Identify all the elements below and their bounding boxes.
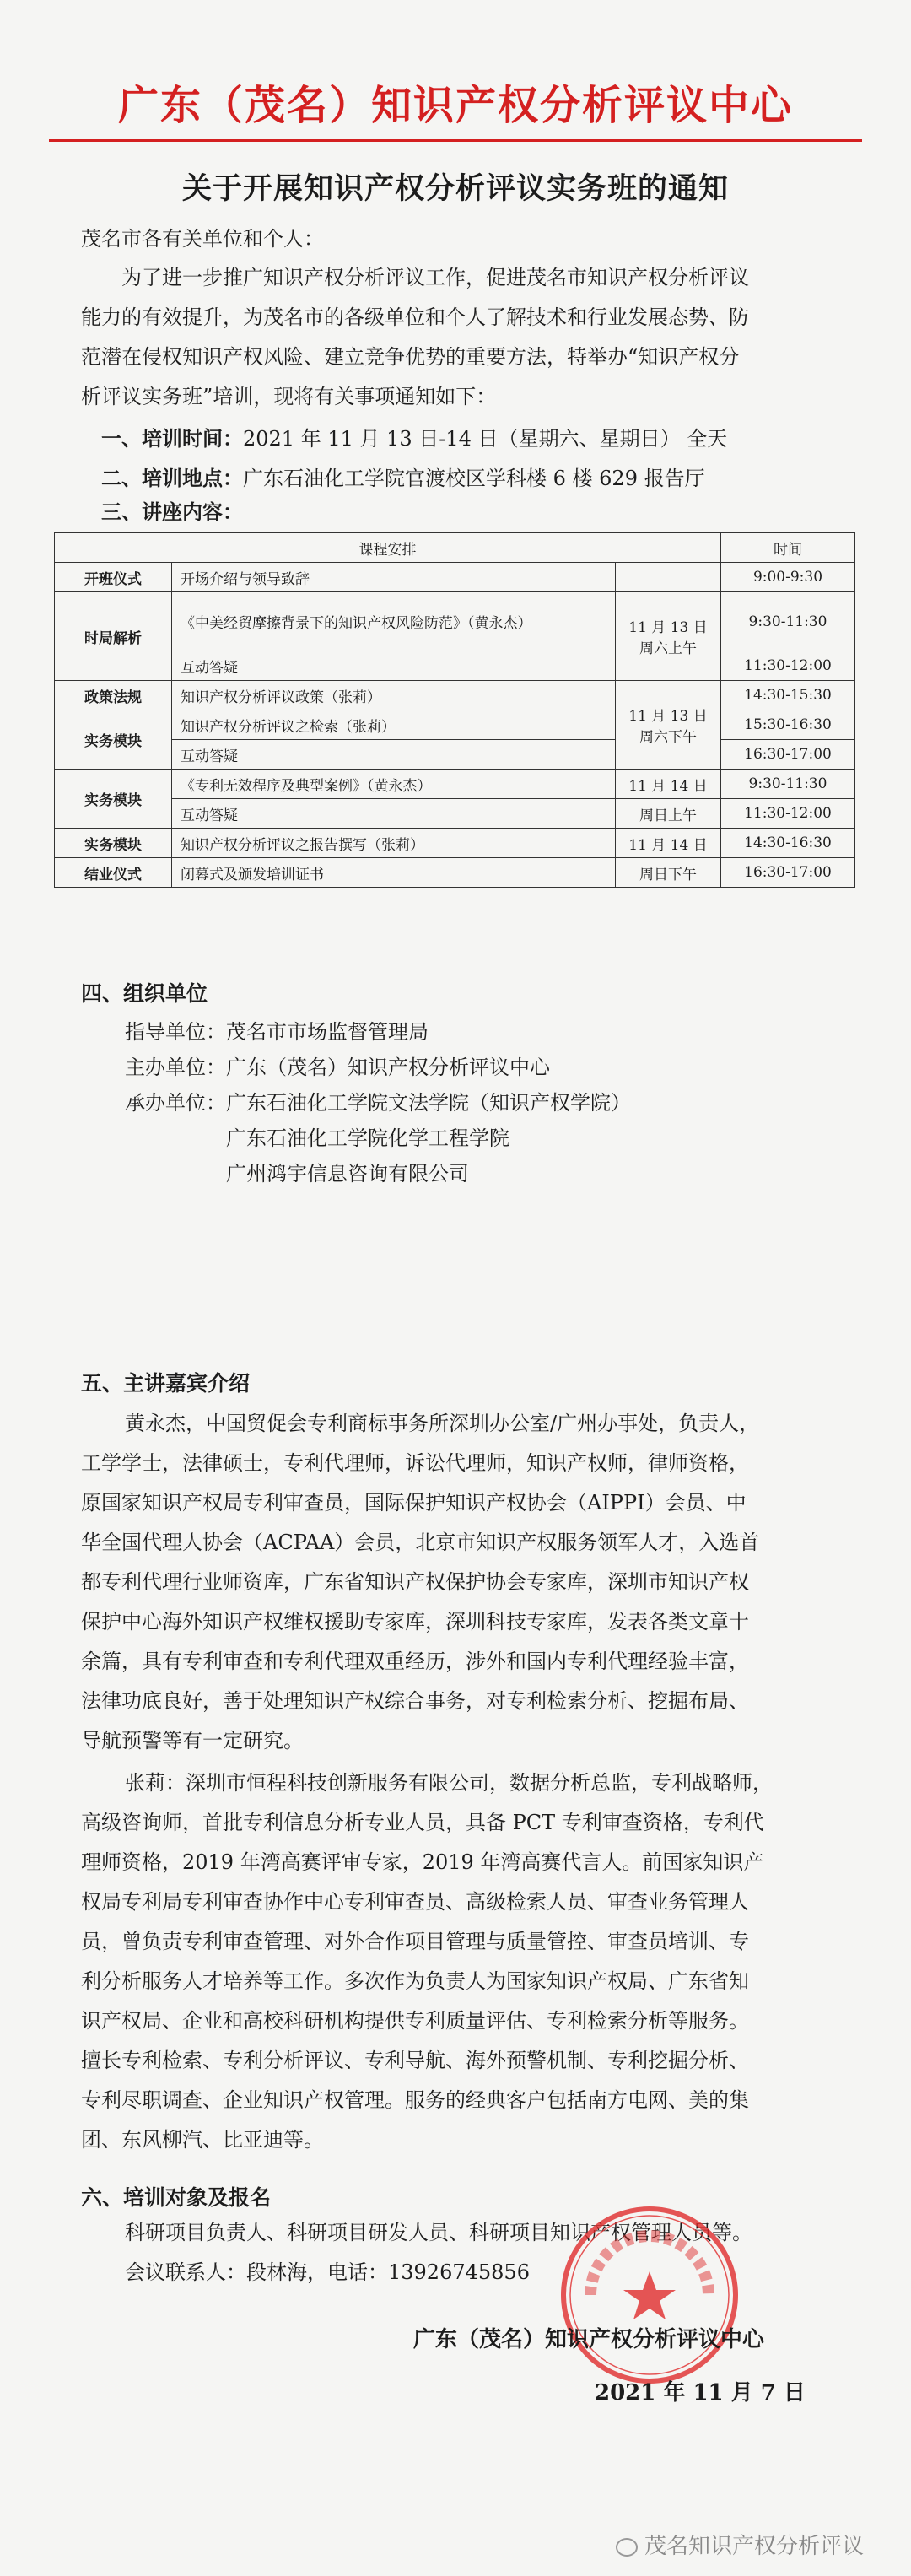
row-time: 14:30-15:30 [721,681,855,710]
row-day [616,563,721,592]
host-unit-value: 广东（茂名）知识产权分析评议中心 [226,1056,550,1079]
speaker1-line: 原国家知识产权局专利审查员，国际保护知识产权协会（AIPPI）会员、中 [81,1491,747,1515]
row-day: 周日上午 [616,799,721,829]
speaker2-line: 权局专利局专利审查协作中心专利审查员、高级检索人员、审查业务管理人 [81,1890,749,1914]
row-time: 16:30-17:00 [721,740,855,770]
speaker2-line: 擅长专利检索、专利分析评议、专利导航、海外预警机制、专利挖掘分析、 [81,2049,749,2072]
wechat-account-name: 茂名知识产权分析评议 [644,2534,865,2559]
row-content: 知识产权分析评议之报告撰写（张莉） [172,829,616,858]
table-row [55,681,855,710]
row-time: 16:30-17:00 [721,858,855,888]
letterhead-divider [49,139,862,142]
table-row [55,858,855,888]
speaker1-line: 导航预警等有一定研究。 [81,1729,304,1752]
row-content: 互动答疑 [172,799,616,829]
wechat-icon [616,2538,638,2557]
training-time-value: 2021 年 11 月 13 日-14 日（星期六、星期日） 全天 [243,427,728,451]
table-row [55,710,855,740]
header-time: 时间 [721,533,855,563]
salutation: 茂名市各有关单位和个人： [81,227,324,251]
wechat-watermark [616,2529,864,2560]
table-header-row [55,533,855,563]
row-content: 《中美经贸摩擦背景下的知识产权风险防范》（黄永杰） [172,592,616,651]
header-course: 课程安排 [55,533,721,563]
guide-unit [125,1015,429,1045]
organizer-unit [125,1086,631,1115]
signature-organization: 广东（茂名）知识产权分析评议中心 [413,2327,765,2352]
row-time: 9:30-11:30 [721,770,855,799]
organizer-unit-2: 广东石油化工学院化学工程学院 [226,1126,509,1150]
row-time: 9:30-11:30 [721,592,855,651]
row-category: 实务模块 [55,710,172,770]
host-unit [125,1050,550,1080]
speaker1-line: 余篇，具有专利审查和专利代理双重经历，涉外和国内专利代理经验丰富， [81,1650,749,1673]
intro-line: 范潜在侵权知识产权风险、建立竞争优势的重要方法，特举办“知识产权分 [81,345,740,369]
speaker1-line: 工学学士，法律硕士，专利代理师，诉讼代理师，知识产权师，律师资格， [81,1451,749,1475]
contact-info: 会议联系人：段林海，电话：13926745856 [125,2260,530,2284]
row-content: 互动答疑 [172,651,616,681]
table-row [55,740,855,770]
row-day-period: 周六下午 [639,729,697,746]
speaker1-line: 都专利代理行业师资库，广东省知识产权保护协会专家库，深圳市知识产权 [81,1570,749,1594]
notice-title: 关于开展知识产权分析评议实务班的通知 [181,171,729,206]
table-row [55,770,855,799]
table-row [55,563,855,592]
row-content: 知识产权分析评议政策（张莉） [172,681,616,710]
row-time: 14:30-16:30 [721,829,855,858]
row-content: 互动答疑 [172,740,616,770]
schedule-table [54,532,855,888]
row-day [616,681,721,770]
speaker2-line: 识产权局、企业和高校科研机构提供专利质量评估、专利检索分析等服务。 [81,2009,749,2033]
row-category: 结业仪式 [55,858,172,888]
row-time: 11:30-12:00 [721,799,855,829]
intro-line: 为了进一步推广知识产权分析评议工作，促进茂名市知识产权分析评议 [121,266,749,289]
training-location-value: 广东石油化工学院官渡校区学科楼 6 楼 629 报告厅 [243,467,705,490]
table-row [55,799,855,829]
row-content: 《专利无效程序及典型案例》（黄永杰） [172,770,616,799]
row-content: 开场介绍与领导致辞 [172,563,616,592]
host-unit-label: 主办单位： [125,1056,226,1079]
section-organizers-title: 四、组织单位 [81,981,208,1006]
row-category: 实务模块 [55,770,172,829]
row-day [616,592,721,681]
row-time: 15:30-16:30 [721,710,855,740]
training-time [101,419,727,459]
table-row [55,651,855,681]
speaker1-line: 法律功底良好，善于处理知识产权综合事务，对专利检索分析、挖掘布局、 [81,1689,749,1713]
row-time: 11:30-12:00 [721,651,855,681]
speaker2-line: 高级咨询师，首批专利信息分析专业人员，具备 PCT 专利审查资格，专利代 [81,1811,764,1834]
row-category: 实务模块 [55,829,172,858]
row-time: 9:00-9:30 [721,563,855,592]
speaker1-line: 黄永杰，中国贸促会专利商标事务所深圳办公室/广州办事处，负责人， [125,1412,760,1435]
row-category: 政策法规 [55,681,172,710]
speaker2-line: 利分析服务人才培养等工作。多次作为负责人为国家知识产权局、广东省知 [81,1969,749,1993]
row-category: 开班仪式 [55,563,172,592]
row-day: 11 月 14 日 [616,770,721,799]
speaker2-line: 张莉：深圳市恒程科技创新服务有限公司，数据分析总监，专利战略师， [125,1771,773,1795]
row-day-period: 周六上午 [639,640,697,657]
section-audience-title: 六、培训对象及报名 [81,2185,272,2210]
row-day-date: 11 月 13 日 [628,708,708,725]
row-content: 闭幕式及颁发培训证书 [172,858,616,888]
guide-unit-value: 茂名市市场监督管理局 [226,1020,429,1044]
row-day: 11 月 14 日 [616,829,721,858]
intro-line: 析评议实务班”培训，现将有关事项通知如下： [81,385,497,408]
lecture-content-heading: 三、讲座内容： [101,500,243,524]
speaker2-line: 理师资格，2019 年湾高赛评审专家，2019 年湾高赛代言人。前国家知识产 [81,1850,764,1874]
row-day: 周日下午 [616,858,721,888]
speaker2-line: 专利尽职调查、企业知识产权管理。服务的经典客户包括南方电网、美的集 [81,2088,749,2112]
speaker1-line: 保护中心海外知识产权维权援助专家库，深圳科技专家库，发表各类文章十 [81,1610,749,1634]
training-location-label: 二、培训地点： [101,466,243,490]
organizer-unit-3: 广州鸿宇信息咨询有限公司 [226,1162,469,1185]
organizer-unit-value: 广东石油化工学院文法学院（知识产权学院） [226,1091,631,1115]
letterhead-title: 广东（茂名）知识产权分析评议中心 [117,82,793,129]
row-category: 时局解析 [55,592,172,681]
training-time-label: 一、培训时间： [101,426,243,451]
section-speakers-title: 五、主讲嘉宾介绍 [81,1371,251,1396]
table-row [55,829,855,858]
row-content: 知识产权分析评议之检索（张莉） [172,710,616,740]
speaker2-line: 团、东风柳汽、比亚迪等。 [81,2128,324,2152]
official-seal-icon [557,2202,742,2388]
organizer-unit-label: 承办单位： [125,1091,226,1115]
intro-line: 能力的有效提升，为茂名市的各级单位和个人了解技术和行业发展态势、防 [81,305,749,329]
table-row [55,592,855,651]
guide-unit-label: 指导单位： [125,1020,226,1044]
speaker1-line: 华全国代理人协会（ACPAA）会员，北京市知识产权服务领军人才，入选首 [81,1531,760,1554]
row-day-date: 11 月 13 日 [628,619,708,636]
speaker2-line: 员，曾负责专利审查管理、对外合作项目管理与质量管控、审查员培训、专 [81,1930,749,1953]
signature-date: 2021 年 11 月 7 日 [595,2380,806,2406]
audience-text: 科研项目负责人、科研项目研发人员、科研项目知识产权管理人员等。 [125,2221,752,2244]
